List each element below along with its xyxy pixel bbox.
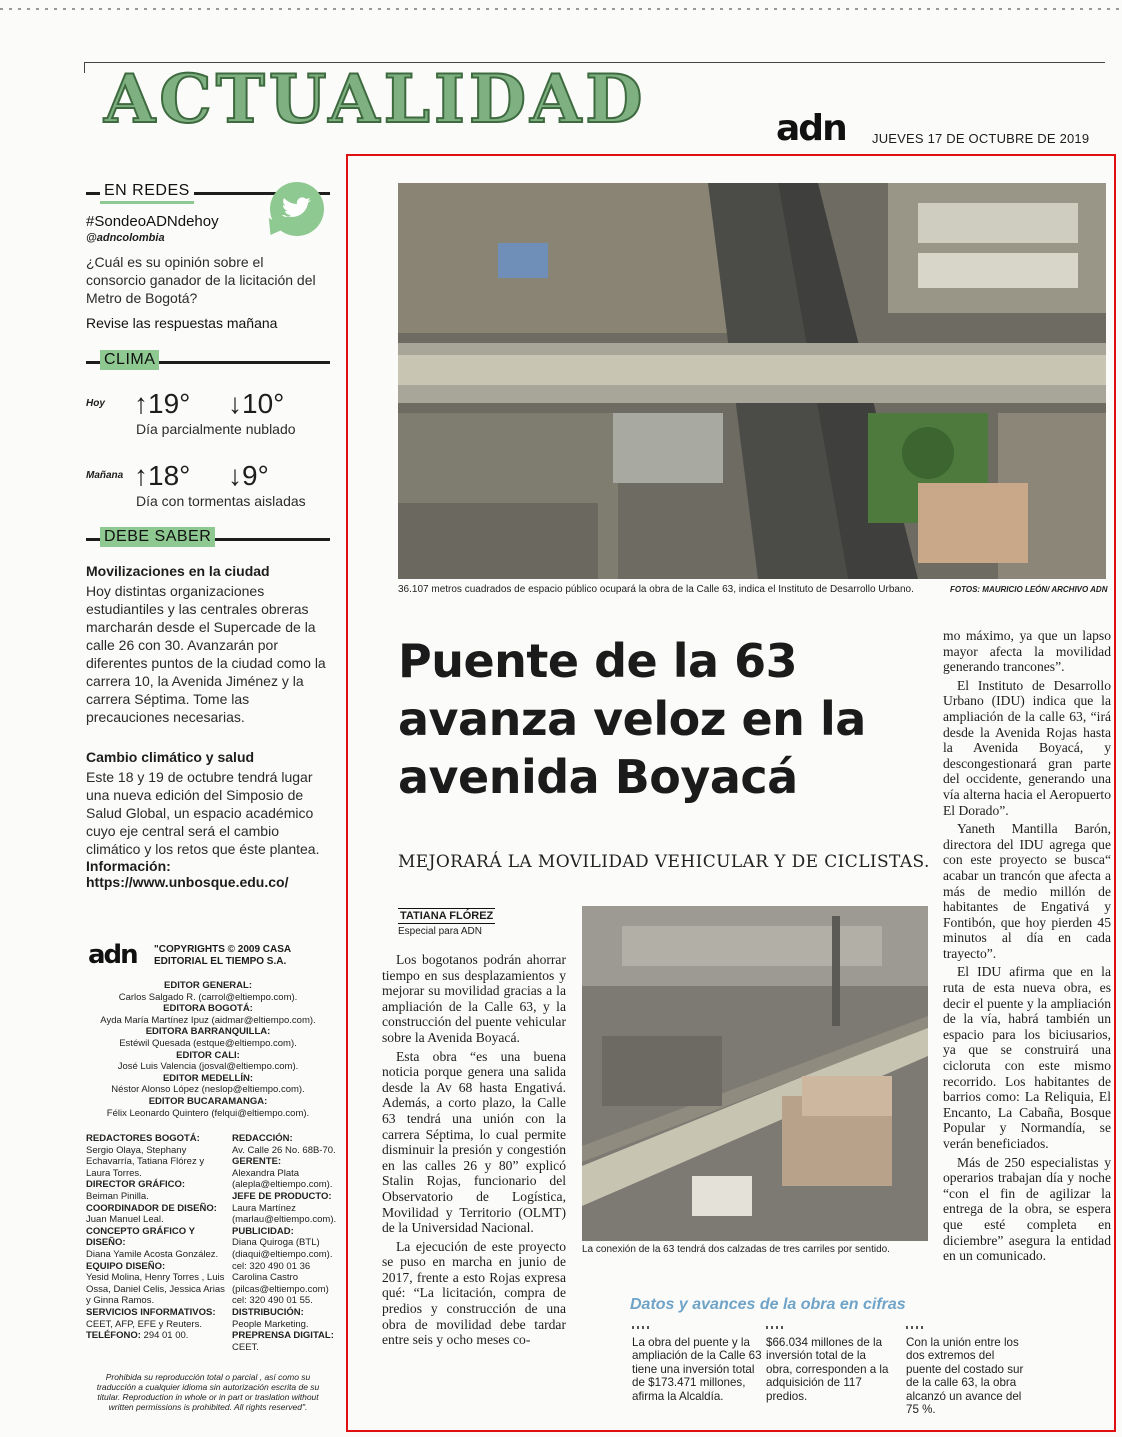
paragraph: El IDU afirma que en la ruta de esta nueva obra, es decir el puente y la ampliación de la vía, habrá también un espacio para los biciusarios, ya que se construirá una cicloruta con este mismo recorrido. Los habitantes de barrios como: La Reliquia, El Encanto, La Cabaña, Bosque Popular y Normandía, se verán beneficiados.	[943, 964, 1111, 1151]
debe-saber-label: DEBE SABER	[100, 527, 215, 547]
paragraph: La ejecución de este proyecto se puso en marcha en junio de 2017, frente a esto Rojas expresa qué: “La licitación, compra de predios y construcción de una obra de movilidad debe tardar entre seis y ocho meses co-	[382, 1238, 566, 1348]
copyright: "COPYRIGHTS © 2009 CASA EDITORIAL EL TIEMPO S.A.	[154, 944, 291, 967]
clima-header	[86, 350, 330, 372]
paragraph: Los bogotanos podrán ahorrar tiempo en sus desplazamientos y mejorar su movilidad gracias a la ampliación de la Calle 63, y la construcción del puente vehicular sobre la Avenida Boyacá.	[382, 952, 566, 1045]
temp-high: ↑19°	[134, 388, 191, 419]
staff-name: Beiman Pinilla.	[86, 1190, 149, 1202]
debe-saber-block	[86, 563, 330, 890]
en-redes-label: EN REDES	[100, 181, 194, 204]
stat-item: La obra del puente y la ampliación de la Calle 63 tiene una inversión total de $173.471 millones, afirma la Alcaldía.	[632, 1336, 762, 1403]
info-url[interactable]: https://www.unbosque.edu.co/	[86, 874, 289, 890]
staff-role: EDITOR BUCARAMANGA:	[148, 1095, 268, 1107]
paragraph: El Instituto de Desarrollo Urbano (IDU) indica que la ampliación de la calle 63, “irá desde la Avenida Rojas hasta la Avenida Boyacá, y descongestionará gran parte del occidente, generando una vía alterna hacia el Aeropuerto El Dorado”.	[943, 677, 1111, 818]
staff-role: GERENTE:	[232, 1156, 282, 1168]
staff-role: DISTRIBUCIÓN:	[232, 1306, 304, 1318]
clima-label: CLIMA	[100, 350, 159, 370]
staff-role: JEFE DE PRODUCTO:	[232, 1190, 332, 1202]
twitter-handle: @adncolombia	[86, 232, 165, 244]
staff-role: SERVICIOS INFORMATIVOS:	[86, 1306, 216, 1318]
staff-name: Diana Quiroga (BTL) (diaqui@eltiempo.com). cel: 320 490 01 36 Carolina Castro (pilcas@eltiempo.com) cel: 320 490 01 55.	[232, 1237, 333, 1307]
day-label: Mañana	[86, 470, 124, 481]
staff-name: Ayda María Martínez Ipuz (aidmar@eltiempo.com).	[100, 1014, 316, 1026]
en-redes-block	[86, 213, 326, 332]
weather-desc: Día con tormentas aisladas	[136, 493, 306, 509]
debe-saber-header	[86, 527, 330, 549]
staff-name: Félix Leonardo Quintero (felqui@eltiempo.com).	[106, 1107, 310, 1119]
staff-name: 294 01 00.	[143, 1330, 189, 1342]
stat-item: $66.034 millones de la inversión total de la obra, corresponden a la adquisición de 117 predios.	[766, 1336, 889, 1403]
staff-role: COORDINADOR DE DISEÑO:	[86, 1202, 217, 1214]
staff-role: PUBLICIDAD:	[232, 1225, 294, 1237]
weather-desc: Día parcialmente nublado	[136, 421, 296, 437]
stat-item: Con la unión entre los dos extremos del puente del costado sur de la calle 63, la obra alcanzó un avance del 75 %.	[906, 1336, 1024, 1417]
staff-left-col	[86, 1133, 226, 1342]
stat-dots-decoration	[906, 1326, 926, 1329]
staff-name: Yesid Molina, Henry Torres , Luis Ossa, Daniel Celis, Jessica Arias y Ginna Ramos.	[86, 1272, 225, 1307]
article-subhead: MEJORARÁ LA MOVILIDAD VEHICULAR Y DE CICLISTAS.	[398, 852, 930, 872]
stat-dots-decoration	[632, 1326, 652, 1329]
article-headline: Puente de la 63 avanza veloz en la avenida Boyacá	[398, 634, 866, 804]
staff-name: Alexandra Plata (alepla@eltiempo.com).	[232, 1167, 333, 1191]
staff-role: DIRECTOR GRÁFICO:	[86, 1179, 186, 1191]
staff-name: Estéwil Quesada (estque@eltiempo.com).	[119, 1037, 297, 1049]
temp-high: ↑18°	[134, 460, 191, 491]
photo1-credit: FOTOS: MAURICIO LEÓN/ ARCHIVO ADN	[950, 585, 1108, 594]
staff-role: PREPRENSA DIGITAL:	[232, 1330, 334, 1342]
legal-notice: Prohibida su reproducción total o parcial , así como su traducción a cualquier idioma sin autorización escrita de su titular. Reproduction in whole or in part or traslation without written permissions is prohibited. All rights reserved".	[96, 1372, 320, 1412]
staff-role: EQUIPO DISEÑO:	[86, 1260, 166, 1272]
stat-dots-decoration	[766, 1326, 786, 1329]
byline	[398, 906, 495, 937]
staff-role: REDACTORES BOGOTÁ:	[86, 1133, 200, 1144]
temp-low: ↓9°	[228, 460, 269, 491]
article-col-3	[943, 628, 1111, 1267]
staff-adn-logo: adn	[88, 940, 137, 970]
photo1-caption: 36.107 metros cuadrados de espacio público ocupará la obra de la Calle 63, indica el Instituto de Desarrollo Urbano.	[398, 584, 914, 595]
staff-name: Diana Yamile Acosta González.	[86, 1248, 219, 1260]
staff-name: People Marketing.	[232, 1318, 309, 1330]
staff-role: EDITOR CALI:	[176, 1049, 240, 1061]
author-name: TATIANA FLÓREZ	[400, 910, 494, 922]
staff-name: Carlos Salgado R. (carrol@eltiempo.com).	[118, 991, 298, 1003]
aerial-photo-construction	[398, 183, 1106, 579]
news-text: Hoy distintas organizaciones estudiantiles y las centrales obreras marcharán desde el Supercade de la calle 26 con 30. Avanzarán por diferentes puntos de la ciudad como la carrera 10, la Avenida Jiménez y la carrera Séptima. Tome las precauciones necesarias.	[86, 583, 326, 725]
news-text: Este 18 y 19 de octubre tendrá lugar una nueva edición del Simposio de Salud Global, un espacio académico cuyo eje central será el cambio climático y los retos que éste plantea.	[86, 769, 320, 857]
staff-name: Juan Manuel Leal.	[86, 1214, 164, 1226]
staff-name: Sergio Olaya, Stephany Echavarría, Tatiana Flórez y Laura Torres.	[86, 1144, 205, 1179]
staff-name: CEET, AFP, EFE y Reuters.	[86, 1318, 202, 1330]
article-col-1	[382, 952, 566, 1351]
staff-role: EDITORA BOGOTÁ:	[163, 1003, 253, 1015]
staff-role: EDITOR MEDELLÍN:	[162, 1072, 254, 1084]
staff-name: Laura Martínez (marlau@eltiempo.com).	[232, 1202, 337, 1226]
hashtag: #SondeoADNdehoy	[86, 213, 219, 230]
staff-right-col	[232, 1133, 336, 1353]
temp-low: ↓10°	[228, 388, 285, 419]
staff-role: EDITOR GENERAL:	[164, 980, 252, 991]
staff-role: TELÉFONO:	[86, 1330, 141, 1342]
aerial-photo-bridge	[582, 906, 928, 1241]
poll-question: ¿Cuál es su opinión sobre el consorcio ganador de la licitación del Metro de Bogotá?	[86, 254, 316, 306]
adn-logo: adn	[776, 108, 846, 149]
staff-name: Néstor Alonso López (neslop@eltiempo.com).	[111, 1084, 305, 1096]
info-label: Información:	[86, 858, 171, 874]
news-title: Movilizaciones en la ciudad	[86, 563, 270, 579]
paragraph: Esta obra “es una buena noticia porque genera una salida desde la Av 68 hasta Engativá. Además, a corto plazo, la Calle 63 tendrá una unión con la carrera Séptima, lo cual permite disminuir la presión y congestión en las calles 26 y 80” explicó Stalin Rojas, funcionario del Observatorio de Logística, Movilidad y Territorio (OLMT) de la Universidad Nacional.	[382, 1048, 566, 1236]
author-role: Especial para ADN	[398, 926, 482, 937]
poll-cta: Revise las respuestas mañana	[86, 315, 278, 331]
editors-list	[86, 980, 330, 1119]
section-title: ACTUALIDAD	[104, 60, 647, 138]
paragraph: mo máximo, ya que un lapso mayor afecta la movilidad generando trancones”.	[943, 628, 1111, 675]
staff-name: José Luis Valencia (josval@eltiempo.com).	[117, 1061, 299, 1073]
staff-role: EDITORA BARRANQUILLA:	[145, 1026, 271, 1038]
staff-role: CONCEPTO GRÁFICO Y DISEÑO:	[86, 1225, 195, 1249]
datos-title: Datos y avances de la obra en cifras	[630, 1296, 906, 1313]
paragraph: Yaneth Mantilla Barón, directora del IDU agrega que con este proyecto se busca“ acabar un trancón que afecta a más de medio millón de habitantes de Engativá y Fontibón, que hoy pierden 45 minutos al día en cada trayecto”.	[943, 821, 1111, 961]
day-label: Hoy	[86, 398, 105, 409]
issue-date: JUEVES 17 DE OCTUBRE DE 2019	[872, 131, 1090, 146]
news-title: Cambio climático y salud	[86, 749, 255, 765]
staff-role: REDACCIÓN:	[232, 1133, 293, 1144]
staff-name: CEET.	[232, 1341, 259, 1353]
scan-artifact	[0, 8, 1122, 10]
staff-name: Av. Calle 26 No. 68B-70.	[232, 1144, 336, 1156]
photo2-caption: La conexión de la 63 tendrá dos calzadas de tres carriles por sentido.	[582, 1244, 890, 1255]
paragraph: Más de 250 especialistas y operarios trabajan día y noche “con el fin de agilizar la entrega de la obra, se espera que esté completa en diciembre” asegura la entidad en un comunicado.	[943, 1154, 1111, 1264]
